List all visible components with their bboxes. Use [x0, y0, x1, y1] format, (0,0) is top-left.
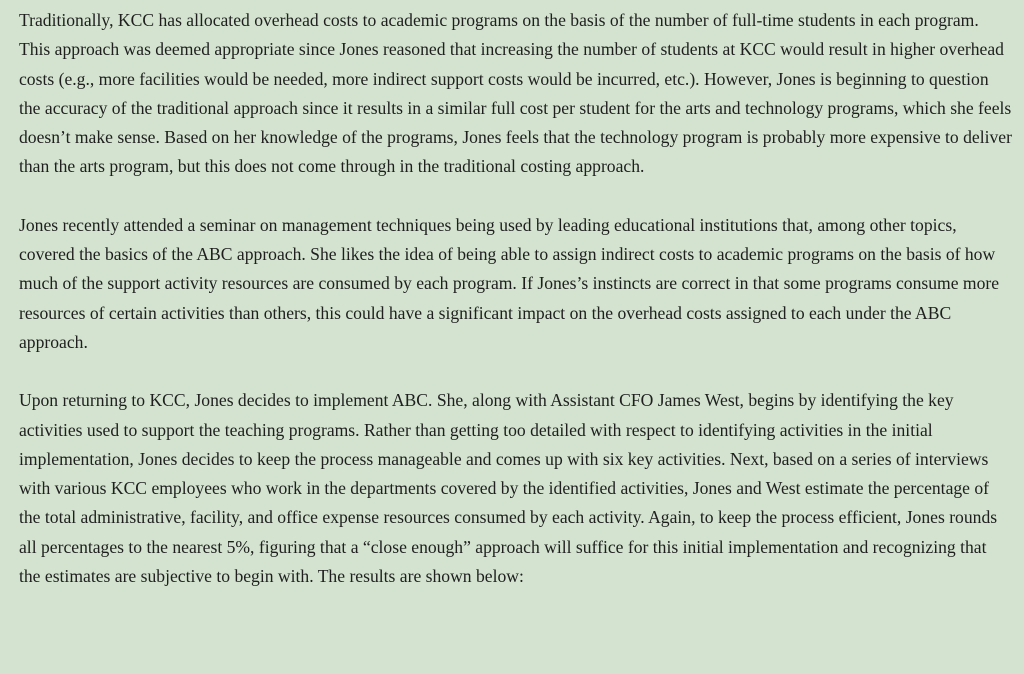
paragraph-abc-seminar: Jones recently attended a seminar on management techniques being used by leading educational institutions that, among other topics, covered the basics of the ABC approach. She likes the idea of being able to assign indirect costs to academic programs on the basis of how much of the support activity resources are consumed by each program. If Jones’s instincts are correct in that some programs consume more resources of certain activities than others, this could have a significant impact on the overhead costs assigned to each under the ABC approach.: [19, 214, 1000, 352]
paragraph-traditional-costing: Traditionally, KCC has allocated overhead costs to academic programs on the basis of the number of full-time students in each program. This approach was deemed appropriate since Jones reasoned that increasing the number of students at KCC would result in higher overhead costs (e.g., more facilities would be needed, more indirect support costs would be incurred, etc.). However, Jones is beginning to question the accuracy of the traditional approach since it results in a similar full cost per student for the arts and technology programs, which she feels doesn’t make sense. Based on her knowledge of the programs, Jones feels that the technology program is probably more expensive to deliver than the arts program, but this does not come through in the traditional costing approach.: [19, 10, 1012, 177]
paragraph-abc-implementation: Upon returning to KCC, Jones decides to implement ABC. She, along with Assistant CFO James West, begins by identifying the key activities used to support the teaching programs. Rather than getting too detailed with respect to identifying activities in the initial implementation, Jones decides to keep the process manageable and comes up with six key activities. Next, based on a series of interviews with various KCC employees who work in the departments covered by the identified activities, Jones and West estimate the percentage of the total administrative, facility, and office expense resources consumed by each activity. Again, to keep the process efficient, Jones rounds all percentages to the nearest 5%, figuring that a “close enough” approach will suffice for this initial implementation and recognizing that the estimates are subjective to begin with. The results are shown below:: [19, 390, 998, 587]
